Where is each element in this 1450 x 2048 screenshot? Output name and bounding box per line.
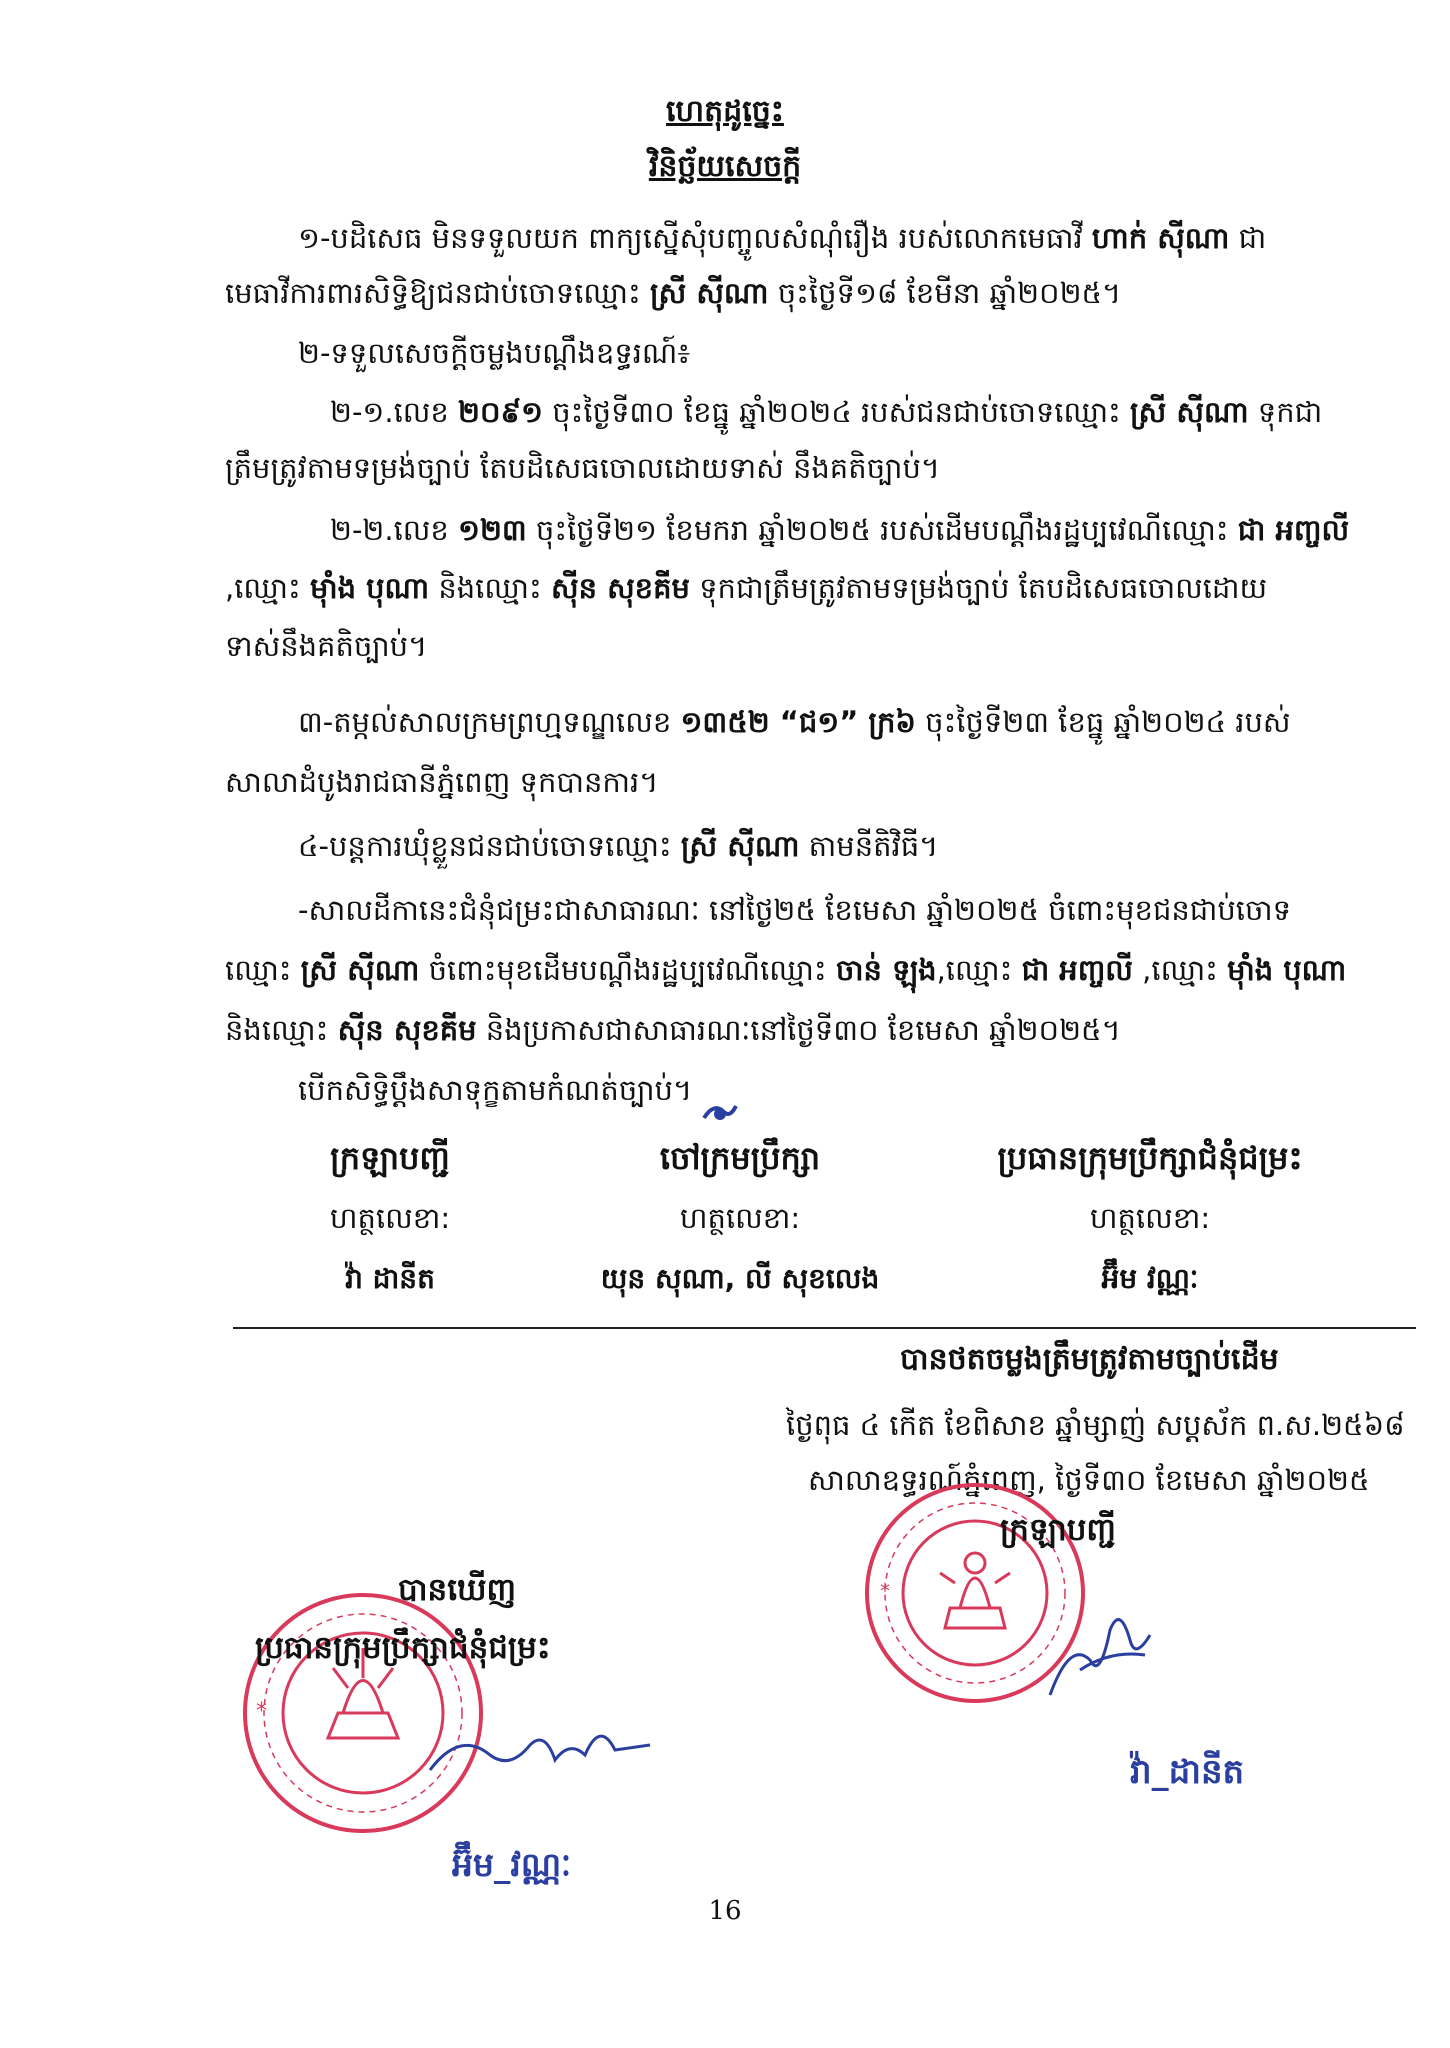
svg-text:*: *: [880, 1579, 890, 1603]
paragraph-3-line-2: សាលាដំបូងរាជធានីភ្នំពេញ ទុកបានការ។: [225, 765, 659, 799]
paragraph-2-1-line-2: ត្រឹមត្រូវតាមទម្រង់ច្បាប់ តែបដិសេធចោលដោយទាស់ នឹងគតិច្បាប់។: [225, 451, 940, 485]
certification-place-date: សាលាឧទ្ធរណ៍ភ្នំពេញ, ថ្ងៃទី៣០ ខែមេសា ឆ្នាំ២០២៥: [808, 1463, 1370, 1497]
page-number: 16: [708, 1896, 742, 1926]
president-signature-icon: [420, 1700, 660, 1790]
signature-name: អ៊ឹម វណ្ណៈ: [1101, 1262, 1199, 1295]
heading-reasons: ហេតុដូច្នេះ: [666, 94, 784, 129]
svg-text:*: *: [256, 1699, 267, 1724]
certification-clerk-name: វ៉ា_ដានីត: [1130, 1752, 1245, 1792]
paragraph-3-line-1: ៣-តម្កល់សាលក្រមព្រហ្មទណ្ឌលេខ ១៣៥២ “ជ១” ក្រ៦ ចុះថ្ងៃទី២៣ ខែធ្នូ ឆ្នាំ២០២៤ របស់: [298, 705, 1291, 739]
pen-mark-icon: [700, 1098, 740, 1128]
certification-lunar-date: ថ្ងៃពុធ ៤ កើត ខែពិសាខ ឆ្នាំម្សាញ់ សប្តស័ក ព.ស.២៥៦៨: [786, 1408, 1405, 1442]
paragraph-2-2-line-2: ,ឈ្មោះ ម៉ាំង បុណា និងឈ្មោះ ស៊ីន សុខគីម ទុកជាត្រឹមត្រូវតាមទម្រង់ច្បាប់ តែបដិសេធចោលដោយ: [225, 571, 1268, 605]
signature-label: ហត្ថលេខា:: [329, 1201, 451, 1235]
signature-title: ក្រឡាបញ្ជី: [330, 1139, 450, 1177]
paragraph-1-line-1: ១-បដិសេធ មិនទទួលយក ពាក្យស្នើសុំបញ្ចូលសំណុំរឿង របស់លោកមេធាវី ហាក់ ស៊ីណា ជា: [298, 221, 1267, 255]
paragraph-6: បើកសិទ្ធិប្តឹងសាទុក្ខតាមកំណត់ច្បាប់។: [298, 1073, 693, 1107]
signature-clerk: [270, 1138, 510, 1302]
certification-title: បានថតចម្លងត្រឹមត្រូវតាមច្បាប់ដើម: [900, 1342, 1279, 1377]
paragraph-5-line-2: ឈ្មោះ ស្រី ស៊ីណា ចំពោះមុខដើមបណ្តឹងរដ្ឋប្បវេណីឈ្មោះ ចាន់ ឡុង,ឈ្មោះ ជា អញ្ចលី ,ឈ្មោះ ម៉ាំង បុណា: [225, 953, 1347, 987]
paragraph-2-1-line-1: ២-១.លេខ ២០៩១ ចុះថ្ងៃទី៣០ ខែធ្នូ ឆ្នាំ២០២៤ របស់ជនជាប់ចោទឈ្មោះ ស្រី ស៊ីណា ទុកជា: [330, 395, 1323, 429]
signature-label: ហត្ថលេខា:: [679, 1201, 801, 1235]
signature-label: ហត្ថលេខា:: [1089, 1201, 1211, 1235]
signature-name: យុន សុណា, លី សុខលេង: [600, 1262, 880, 1295]
paragraph-2-2-line-3: ទាស់នឹងគតិច្បាប់។: [225, 629, 428, 663]
paragraph-5-line-1: -សាលដីកានេះជំនុំជម្រះជាសាធារណៈ នៅថ្ងៃ២៥ ខែមេសា ឆ្នាំ២០២៥ ចំពោះមុខជនជាប់ចោទ: [298, 893, 1292, 927]
signature-title: ប្រធានក្រុមប្រឹក្សាជំនុំជម្រះ: [997, 1139, 1303, 1177]
paragraph-2-2-line-1: ២-២.លេខ ១២៣ ចុះថ្ងៃទី២១ ខែមករា ឆ្នាំ២០២៥ របស់ដើមបណ្តឹងរដ្ឋប្បវេណីឈ្មោះ ជា អញ្ចលី: [330, 513, 1350, 547]
clerk-signature-icon: [1040, 1600, 1160, 1710]
seen-president-name: អ៊ឹម_វណ្ណៈ: [452, 1845, 572, 1884]
heading-decision: វិនិច្ឆ័យសេចក្តី: [648, 149, 802, 184]
paragraph-4: ៤-បន្តការឃុំខ្លួនជនជាប់ចោទឈ្មោះ ស្រី ស៊ីណា តាមនីតិវិធី។: [298, 829, 939, 863]
paragraph-5-line-3: និងឈ្មោះ ស៊ីន សុខគីម និងប្រកាសជាសាធារណៈនៅថ្ងៃទី៣០ ខែមេសា ឆ្នាំ២០២៥។: [225, 1013, 1121, 1047]
seen-president-title: ប្រធានក្រុមប្រឹក្សាជំនុំជម្រះ: [255, 1630, 551, 1666]
certification-clerk-title: ក្រឡាបញ្ជី: [1000, 1512, 1116, 1548]
paragraph-2: ២-ទទួលសេចក្តីចម្លងបណ្តឹងឧទ្ធរណ៍៖: [298, 336, 691, 370]
paragraph-1-line-2: មេធាវីការពារសិទ្ធិឱ្យជនជាប់ចោទឈ្មោះ ស្រី ស៊ីណា ចុះថ្ងៃទី១៨ ខែមីនា ឆ្នាំ២០២៥។: [225, 276, 1122, 310]
signature-judges: [560, 1138, 920, 1302]
divider: [233, 1327, 1416, 1329]
signature-president: [930, 1138, 1370, 1302]
signature-title: ចៅក្រមប្រឹក្សា: [659, 1139, 821, 1177]
signature-name: វ៉ា ដានីត: [345, 1262, 435, 1295]
seen-title: បានឃើញ: [398, 1572, 517, 1608]
